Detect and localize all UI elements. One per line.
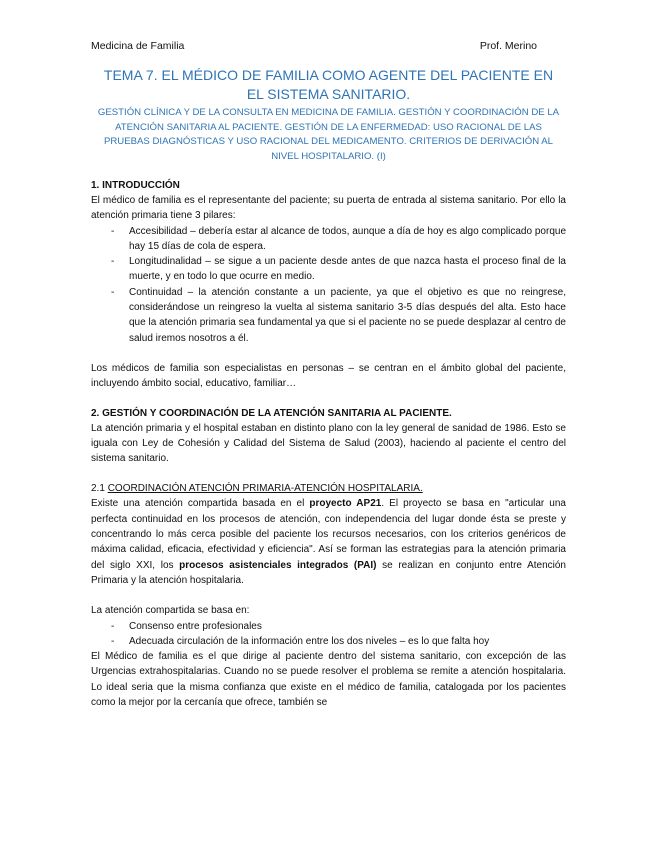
list-item: - Adecuada circulación de la información entre los dos niveles – es lo que falta hoy xyxy=(129,634,566,649)
text-run: Existe una atención compartida basada en el xyxy=(91,498,310,510)
section-1-intro: El médico de familia es el representante del paciente; su puerta de entrada al sistema sanitario. Por ello la atención primaria tiene 3 pilares: xyxy=(91,195,566,222)
list-item: - Longitudinalidad – se sigue a un paciente desde antes de que nazca hasta el proceso final de la muerte, y en todo lo que ocurre en medio. xyxy=(129,254,566,285)
section-2-paragraph: La atención primaria y el hospital estaban en distinto plano con la ley general de sanidad de 1986. Esto se iguala con Ley de Cohesión y Calidad del Sistema de Salud (2003), haciendo al paciente el centro del sistema sanitario. xyxy=(91,422,566,465)
section-1-heading: 1. INTRODUCCIÓN xyxy=(91,180,180,191)
text-run: se realizan en conjunto entre Atención Primaria y la atención hospitalaria. xyxy=(91,559,566,586)
shared-care-intro: La atención compartida se basa en: xyxy=(91,605,250,617)
list-item: - Consenso entre profesionales xyxy=(129,619,566,634)
section-2-1-title: COORDINACIÓN ATENCIÓN PRIMARIA-ATENCIÓN HOSPITALARIA. xyxy=(107,483,423,495)
header-professor: Prof. Merino xyxy=(479,40,537,52)
list-item: - Continuidad – la atención constante a un paciente, ya que el objetivo es que no reingrese, considerándose un reingreso la vuelta al sistema sanitario 3-5 días después del alta. Esto hace que la atención primaria sea fundamental ya que si el paciente no se puede desplazar al centro de salud iremos nosotros a él. xyxy=(129,285,566,346)
page-header xyxy=(91,40,566,52)
document-page xyxy=(91,40,566,710)
section-gestion xyxy=(91,407,566,467)
pillars-list xyxy=(91,224,566,346)
header-subject: Medicina de Familia xyxy=(91,40,185,52)
section-2-1-number: 2.1 xyxy=(91,483,108,495)
title-line-1: TEMA 7. EL MÉDICO DE FAMILIA COMO AGENTE DEL PACIENTE EN xyxy=(103,67,554,83)
document-title xyxy=(91,66,566,104)
text-run-bold: procesos asistenciales integrados (PAI) xyxy=(179,559,377,571)
text-run-bold: proyecto AP21 xyxy=(309,498,382,510)
text-run: . El proyecto se basa en "articular una perfecta continuidad en los procesos de atención, con independencia del lugar donde ésta se preste y concentrando lo más cerca posible del paciente los recursos necesarios, con los criterios genéricos de máxima calidad, eficacia, efectividad y eficiencia". Así se forman las estrategias para la atención primaria del siglo XXI, los xyxy=(91,498,566,571)
section-1-closing: Los médicos de familia son especialistas en personas – se centran en el ámbito global del paciente, incluyendo ámbito social, educativo, familiar… xyxy=(91,362,566,390)
shared-care-list xyxy=(91,619,566,650)
document-subtitle: GESTIÓN CLÍNICA Y DE LA CONSULTA EN MEDICINA DE FAMILIA. GESTIÓN Y COORDINACIÓN DE LA ATENCIÓN SANITARIA AL PACIENTE. GESTIÓN DE LA ENFERMEDAD: USO RACIONAL DE LAS PRUEBAS DIAGNÓSTICAS Y USO RACIONAL DEL MEDICAMENTO. CRITERIOS DE DERIVACIÓN AL NIVEL HOSPITALARIO. (I) xyxy=(97,107,560,162)
title-line-2: EL SISTEMA SANITARIO. xyxy=(246,86,411,102)
section-2-1-paragraph-2: El Médico de familia es el que dirige al paciente dentro del sistema sanitario, con excepción de las Urgencias extrahospitalarias. Cuando no se puede resolver el problema se remite a atención hospitalaria. Lo ideal seria que la misma confianza que existe en el médico de familia, catalogada por los pacientes como la mejor por la cercanía que ofrece, también se xyxy=(91,651,566,709)
section-2-1-heading xyxy=(91,481,566,496)
section-2-1-paragraph xyxy=(91,496,566,588)
section-2-heading: 2. GESTIÓN Y COORDINACIÓN DE LA ATENCIÓN SANITARIA AL PACIENTE. xyxy=(91,407,452,419)
section-introduccion xyxy=(91,179,566,392)
section-coordinacion xyxy=(91,481,566,710)
list-item: - Accesibilidad – debería estar al alcance de todos, aunque a día de hoy es algo complicado porque hay 15 días de cola de espera. xyxy=(129,224,566,255)
